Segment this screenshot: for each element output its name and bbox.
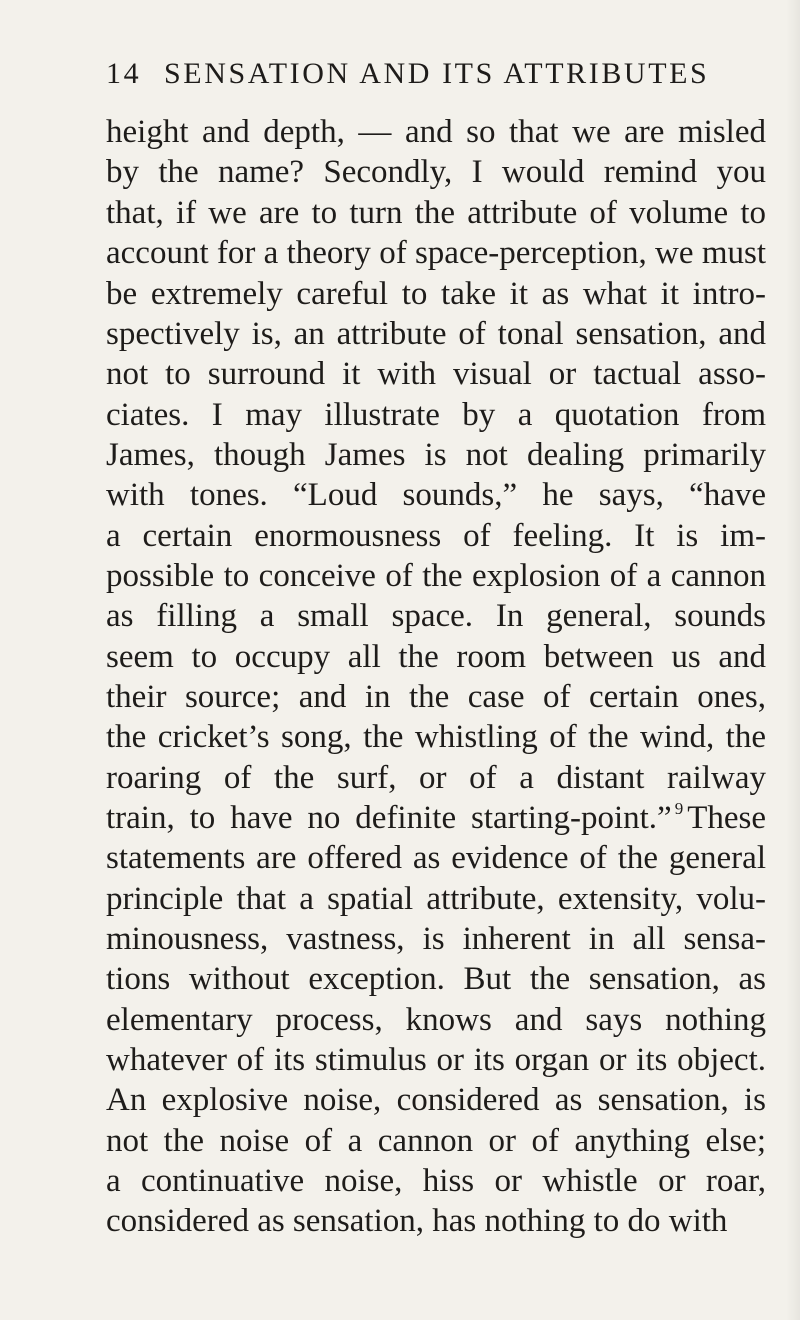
text-line: not to surround it with visual or tactual asso- <box>106 356 766 392</box>
text-line: the cricket’s song, the whistling of the wind, the <box>106 719 766 755</box>
text-line: whatever of its stimulus or its organ or its object. <box>106 1042 766 1078</box>
text-line: roaring of the surf, or of a distant railway <box>106 760 766 796</box>
text-line: their source; and in the case of certain ones, <box>106 679 766 715</box>
running-header <box>106 52 766 96</box>
text-line: be extremely careful to take it as what it intro- <box>106 276 766 312</box>
text-line: ciates. I may illustrate by a quotation from <box>106 397 766 433</box>
text-line: by the name? Secondly, I would remind you <box>106 154 766 190</box>
text-line: statements are offered as evidence of the general <box>106 840 766 876</box>
page-edge-shadow <box>786 0 800 1320</box>
quotation-end: train, to have no definite starting-point.” <box>106 800 672 836</box>
text-line: spectively is, an attribute of tonal sensation, and <box>106 316 766 352</box>
text-line: a certain enormousness of feeling. It is im- <box>106 518 766 554</box>
running-title: SENSATION AND ITS ATTRIBUTES <box>164 57 710 90</box>
text-line: considered as sensation, has nothing to do with <box>106 1203 728 1239</box>
text-line: account for a theory of space-perception, we must <box>106 235 766 271</box>
text-line: An explosive noise, considered as sensation, is <box>106 1082 766 1118</box>
text-line: tions without exception. But the sensation, as <box>106 961 766 997</box>
text-line: that, if we are to turn the attribute of volume to <box>106 195 766 231</box>
text-line: a continuative noise, hiss or whistle or roar, <box>106 1163 766 1199</box>
text-line-with-footnote <box>106 798 766 838</box>
text-line: seem to occupy all the room between us and <box>106 639 766 675</box>
text-line: height and depth, — and so that we are misled <box>106 114 766 150</box>
text-line: possible to conceive of the explosion of a cannon <box>106 558 766 594</box>
text-line: not the noise of a cannon or of anything else; <box>106 1123 766 1159</box>
text-line: with tones. “Loud sounds,” he says, “have <box>106 477 766 513</box>
text-line: as filling a small space. In general, sounds <box>106 598 766 634</box>
text-line: elementary process, knows and says nothing <box>106 1002 766 1038</box>
sentence-start: These <box>687 800 766 836</box>
text-line: principle that a spatial attribute, extensity, volu- <box>106 881 766 917</box>
page-number: 14 <box>106 57 142 90</box>
text-line: James, though James is not dealing primarily <box>106 437 766 473</box>
text-line: minousness, vastness, is inherent in all sensa- <box>106 921 766 957</box>
footnote-reference[interactable]: 9 <box>674 799 684 818</box>
